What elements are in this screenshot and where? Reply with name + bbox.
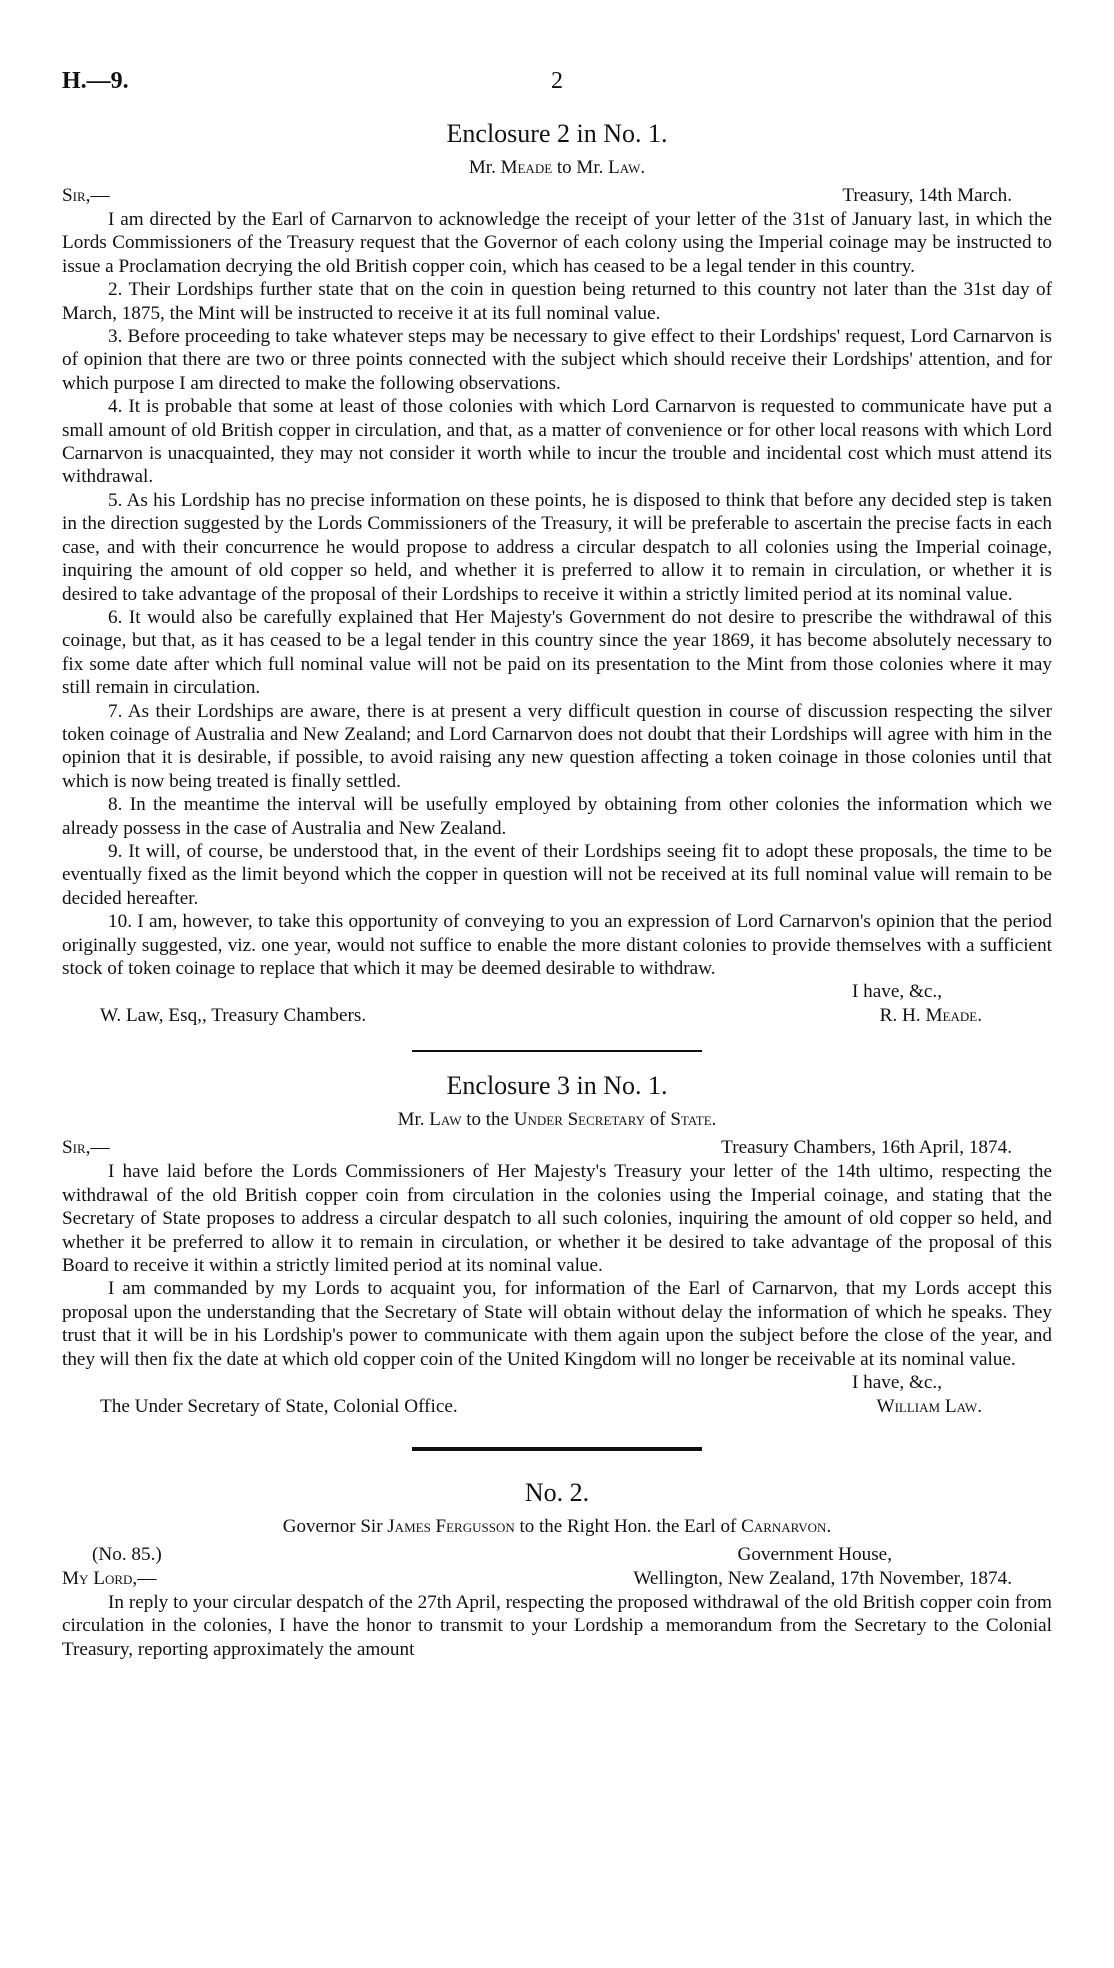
addressee: The Under Secretary of State, Colonial Office. bbox=[100, 1396, 458, 1418]
page-number: 2 bbox=[551, 68, 563, 94]
signature: William Law. bbox=[876, 1396, 982, 1418]
enclosure-2-subtitle: Mr. Meade to Mr. Law. bbox=[468, 157, 646, 178]
paragraph: 3. Before proceeding to take whatever steps may be necessary to give effect to their Lordships' request, Lord Carnarvon is of opinion that there are two or three points connected with the subject which should receive their Lordships' attention, and for which purpose I am directed to make the following observations. bbox=[62, 326, 1052, 394]
paragraph: 2. Their Lordships further state that on the coin in question being returned to this country not later than the 31st day of March, 1875, the Mint will be instructed to receive it at its full nominal value. bbox=[62, 279, 1052, 324]
paragraph: 6. It would also be carefully explained that Her Majesty's Government do not desire to prescribe the withdrawal of this coinage, but that, as it has ceased to be a legal tender in this country since the year 1869, it has become absolutely necessary to fix some date after which full nominal value will not be paid on its presentation to the Mint from those colonies where it may still remain in circulation. bbox=[62, 606, 1052, 699]
despatch-heading-row bbox=[62, 1567, 1052, 1591]
section-divider bbox=[412, 1050, 702, 1052]
paragraph: I have laid before the Lords Commissioners of Her Majesty's Treasury your letter of the 14th ultimo, respecting the withdrawal of the old British copper coin from circulation in the colonies using the Imperial coinage, and stating that the Secretary of State proposes to address a circular despatch to all such colonies, inquiring the amount of old copper so held, and whether it be preferred to allow it to remain in circulation, or whether it be desired to take advantage of the proposal of this Board to receive it within a strictly limited period at its nominal value. bbox=[62, 1161, 1052, 1277]
enclosure-2-closing bbox=[62, 980, 1052, 1028]
report-reference: H.—9. bbox=[62, 68, 129, 94]
paragraph: In reply to your circular despatch of the 27th April, respecting the proposed withdrawal of the old British copper coin from circulation in the colonies, I have the honor to transmit to your Lordship a memorandum from the Secretary to the Colonial Treasury, reporting approximately the amount bbox=[62, 1592, 1052, 1660]
despatch-number: (No. 85.) bbox=[92, 1544, 162, 1566]
page-content bbox=[62, 118, 1052, 1661]
enclosure-2-heading-row bbox=[62, 184, 1052, 208]
section-divider-thick bbox=[412, 1447, 702, 1451]
enclosure-3-title: Enclosure 3 in No. 1. bbox=[446, 1071, 668, 1101]
place-date: Treasury Chambers, 16th April, 1874. bbox=[721, 1137, 1012, 1159]
salutation: Sir,— bbox=[62, 1137, 110, 1159]
place-date: Wellington, New Zealand, 17th November, 1874. bbox=[633, 1568, 1012, 1590]
page-header bbox=[62, 68, 1052, 108]
despatch-place: Government House, bbox=[737, 1544, 892, 1566]
paragraph: 5. As his Lordship has no precise information on these points, he is disposed to think that before any decided step is taken in the direction suggested by the Lords Commissioners of the Treasury, it will be preferable to ascertain the precise facts in each case, and with their concurrence he would propose to address a circular despatch to all colonies using the Imperial coinage, inquiring the amount of old copper so held, and whether it is preferred to allow it to remain in circulation, or whether it is desired to take advantage of the proposal of their Lordships to receive it within a strictly limited period at its nominal value. bbox=[62, 489, 1052, 605]
paragraph: 9. It will, of course, be understood that, in the event of their Lordships seeing fit to adopt these proposals, the time to be eventually fixed as the limit beyond which the copper in question will not be received at its full nominal value will remain to be decided hereafter. bbox=[62, 840, 1052, 909]
enclosure-3 bbox=[62, 1070, 1052, 1419]
closing-phrase: I have, &c., bbox=[851, 981, 942, 1003]
paragraph: 10. I am, however, to take this opportunity of conveying to you an expression of Lord Carnarvon's opinion that the period originally suggested, viz. one year, would not suffice to enable the more distant colonies to provide themselves with a sufficient stock of token coinage to replace that which it may be deemed desirable to withdraw. bbox=[62, 911, 1052, 979]
paragraph: 7. As their Lordships are aware, there is at present a very difficult question in course of discussion respecting the silver token coinage of Australia and New Zealand; and Lord Carnarvon does not doubt that their Lordships will agree with him in the opinion that it is desirable, if possible, to avoid raising any new question affecting a token coinage in those colonies until that which is now being treated is finally settled. bbox=[62, 700, 1052, 792]
despatch-title: No. 2. bbox=[524, 1478, 590, 1508]
paragraph: I am commanded by my Lords to acquaint you, for information of the Earl of Carnarvon, that my Lords accept this proposal upon the understanding that the Secretary of State will obtain without delay the information of which he speaks. They trust that it will be in his Lordship's power to communicate with them again upon the subject before the close of the year, and they will then fix the date at which old copper coin of the United Kingdom will no longer be receivable at its nominal value. bbox=[62, 1278, 1052, 1370]
salutation: Sir,— bbox=[62, 185, 110, 206]
paragraph: 4. It is probable that some at least of those colonies with which Lord Carnarvon is requested to communicate have put a small amount of old British copper in circulation, and that, as a matter of convenience or for other local reasons with which Lord Carnarvon is unacquainted, they may not consider it worth while to incur the trouble and incidental cost which must attend its withdrawal. bbox=[62, 396, 1052, 488]
despatch-subtitle: Governor Sir James Fergusson to the Right Hon. the Earl of Carnarvon. bbox=[282, 1516, 832, 1538]
enclosure-2-title: Enclosure 2 in No. 1. bbox=[446, 119, 668, 148]
enclosure-2 bbox=[62, 118, 1052, 1028]
enclosure-3-subtitle: Mr. Law to the Under Secretary of State. bbox=[397, 1109, 717, 1131]
addressee: W. Law, Esq,, Treasury Chambers. bbox=[100, 1005, 367, 1027]
salutation: My Lord,— bbox=[62, 1568, 157, 1590]
enclosure-3-closing bbox=[62, 1371, 1052, 1419]
despatch-number-row bbox=[62, 1543, 1052, 1567]
enclosure-3-heading-row bbox=[62, 1136, 1052, 1160]
closing-phrase: I have, &c., bbox=[851, 1372, 942, 1394]
paragraph: I am directed by the Earl of Carnarvon to acknowledge the receipt of your letter of the 31st of January last, in which the Lords Commissioners of the Treasury request that the Governor of each colony using the Imperial coinage may be instructed to issue a Proclamation decrying the old British copper coin, which has ceased to be a legal tender in this country. bbox=[62, 209, 1052, 277]
paragraph: 8. In the meantime the interval will be usefully employed by obtaining from other colonies the information which we already possess in the case of Australia and New Zealand. bbox=[62, 794, 1052, 839]
despatch-no-2 bbox=[62, 1477, 1052, 1661]
signature: R. H. Meade. bbox=[879, 1005, 982, 1027]
place-date: Treasury, 14th March. bbox=[842, 185, 1012, 206]
